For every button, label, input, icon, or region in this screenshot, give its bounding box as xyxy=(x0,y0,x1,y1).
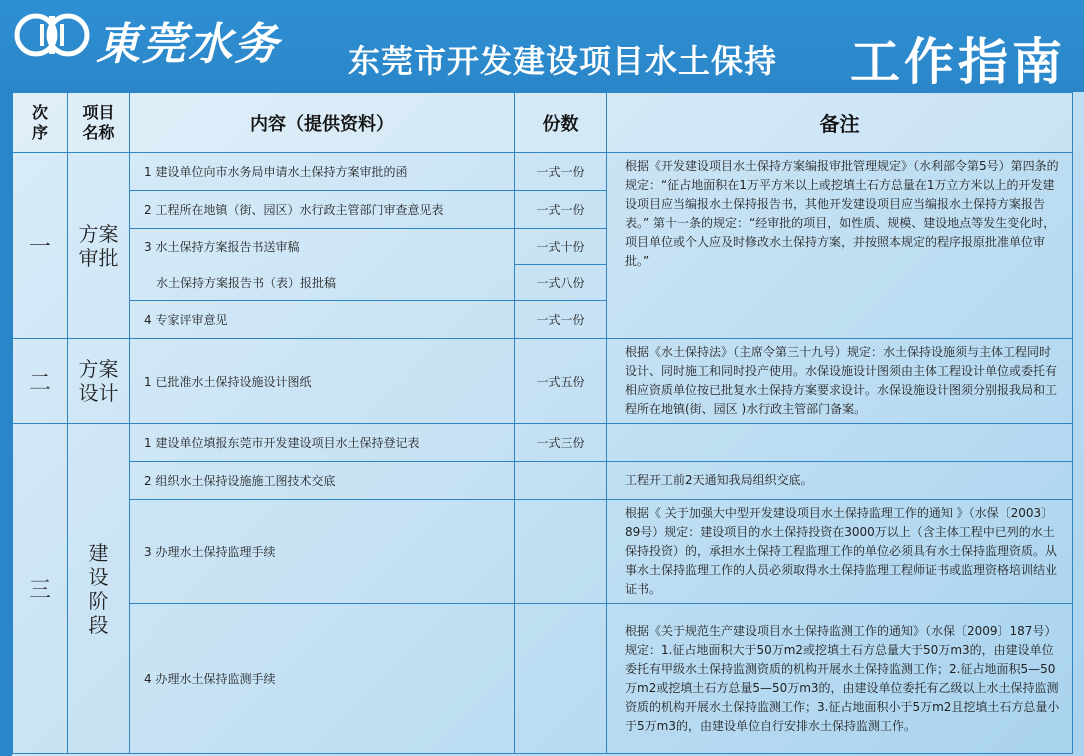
row-content: 2 工程所在地镇（街、园区）水行政主管部门审查意见表 xyxy=(130,191,515,229)
guide-subtitle: 工作指南 xyxy=(850,33,1066,91)
table-row xyxy=(13,462,1073,500)
col-header-content: 内容（提供资料） xyxy=(130,93,515,153)
row-content: 4 专家评审意见 xyxy=(130,301,515,339)
guide-table xyxy=(12,92,1073,754)
section-seq: 二 xyxy=(13,339,68,424)
row-content: 水土保持方案报告书（表）报批稿 xyxy=(130,265,515,301)
row-note: 工程开工前2天通知我局组织交底。 xyxy=(607,462,1073,500)
section-note: 根据《开发建设项目水土保持方案编报审批管理规定》（水利部令第5号）第四条的规定：“征占地面积在1万平方米以上或挖填土石方总量在1万立方米以上的开发建设项目应当编报水土保持报告书，其他开发建设项目应当编报水土保持方案报告表。” 第十一条的规定：“经审批的项目，如性质、规模、建设地点等发生变化时，项目单位或个人应及时修改水土保持方案，并按照本规定的程序报原批准单位审批。” xyxy=(607,153,1073,339)
row-copies xyxy=(515,604,607,754)
row-copies: 一式五份 xyxy=(515,339,607,424)
col-header-copies: 份数 xyxy=(515,93,607,153)
row-copies xyxy=(515,462,607,500)
row-content: 4 办理水土保持监测手续 xyxy=(130,604,515,754)
header-row xyxy=(13,93,1073,153)
row-copies: 一式一份 xyxy=(515,191,607,229)
section-name: 建设阶段 xyxy=(68,424,130,754)
row-content: 1 已批准水土保持设施设计图纸 xyxy=(130,339,515,424)
row-note: 根据《 关于加强大中型开发建设项目水土保持监理工作的通知 》（水保〔2003〕89号）规定：建设项目的水土保持投资在3000万以上（含主体工程中已列的水土保持投资）的，承担水土保持工程监理工作的单位必须具有水土保持监理资质。从事水土保持监理工作的人员必须取得水土保持监理工程师证书或监理资格培训结业证书。 xyxy=(607,500,1073,604)
row-copies: 一式三份 xyxy=(515,424,607,462)
section-note: 根据《水土保持法》（主席令第三十九号）规定：水土保持设施须与主体工程同时设计、同时施工和同时投产使用。水保设施设计图须由主体工程设计单位或委托有相应资质单位按已批复水土保持方案要求设计。水保设施设计图须分别报我局和工程所在地镇(街、园区 )水行政主管部门备案。 xyxy=(607,339,1073,424)
guide-title: 东莞市开发建设项目水土保持 xyxy=(348,42,778,80)
page-header xyxy=(0,0,1084,92)
row-content: 1 建设单位填报东莞市开发建设项目水土保持登记表 xyxy=(130,424,515,462)
row-copies: 一式十份 xyxy=(515,229,607,265)
water-affairs-logo-icon xyxy=(14,12,90,58)
section-seq: 一 xyxy=(13,153,68,339)
row-copies: 一式一份 xyxy=(515,153,607,191)
table-row xyxy=(13,424,1073,462)
row-note: 根据《关于规范生产建设项目水土保持监测工作的通知》（水保〔2009〕187号）规定：1.征占地面积大于50万m2或挖填土石方总量大于50万m3的，由建设单位委托有甲级水土保持监测资质的机构开展水土保持监测工作；2.征占地面积5—50万m2或挖填土石方总量5—50万m3的，由建设单位委托有乙级以上水土保持监测资质的机构开展水土保持监测工作；3.征占地面积小于5万m2且挖填土石方总量小于5万m3的，由建设单位自行安排水土保持监测工作。 xyxy=(607,604,1073,754)
row-content: 3 水土保持方案报告书送审稿 xyxy=(130,229,515,265)
col-header-seq: 次序 xyxy=(13,93,68,153)
table-row xyxy=(13,500,1073,604)
row-content: 3 办理水土保持监理手续 xyxy=(130,500,515,604)
row-content: 1 建设单位向市水务局申请水土保持方案审批的函 xyxy=(130,153,515,191)
row-copies: 一式一份 xyxy=(515,301,607,339)
section-name: 方案审批 xyxy=(68,153,130,339)
row-content: 2 组织水土保持设施施工图技术交底 xyxy=(130,462,515,500)
table-row xyxy=(13,604,1073,754)
section-seq: 三 xyxy=(13,424,68,754)
row-copies xyxy=(515,500,607,604)
logo-text: 東莞水务 xyxy=(96,19,280,70)
col-header-name: 项目名称 xyxy=(68,93,130,153)
row-note xyxy=(607,424,1073,462)
row-copies: 一式八份 xyxy=(515,265,607,301)
table-row xyxy=(13,339,1073,424)
table-row xyxy=(13,153,1073,191)
col-header-note: 备注 xyxy=(607,93,1073,153)
section-name: 方案设计 xyxy=(68,339,130,424)
